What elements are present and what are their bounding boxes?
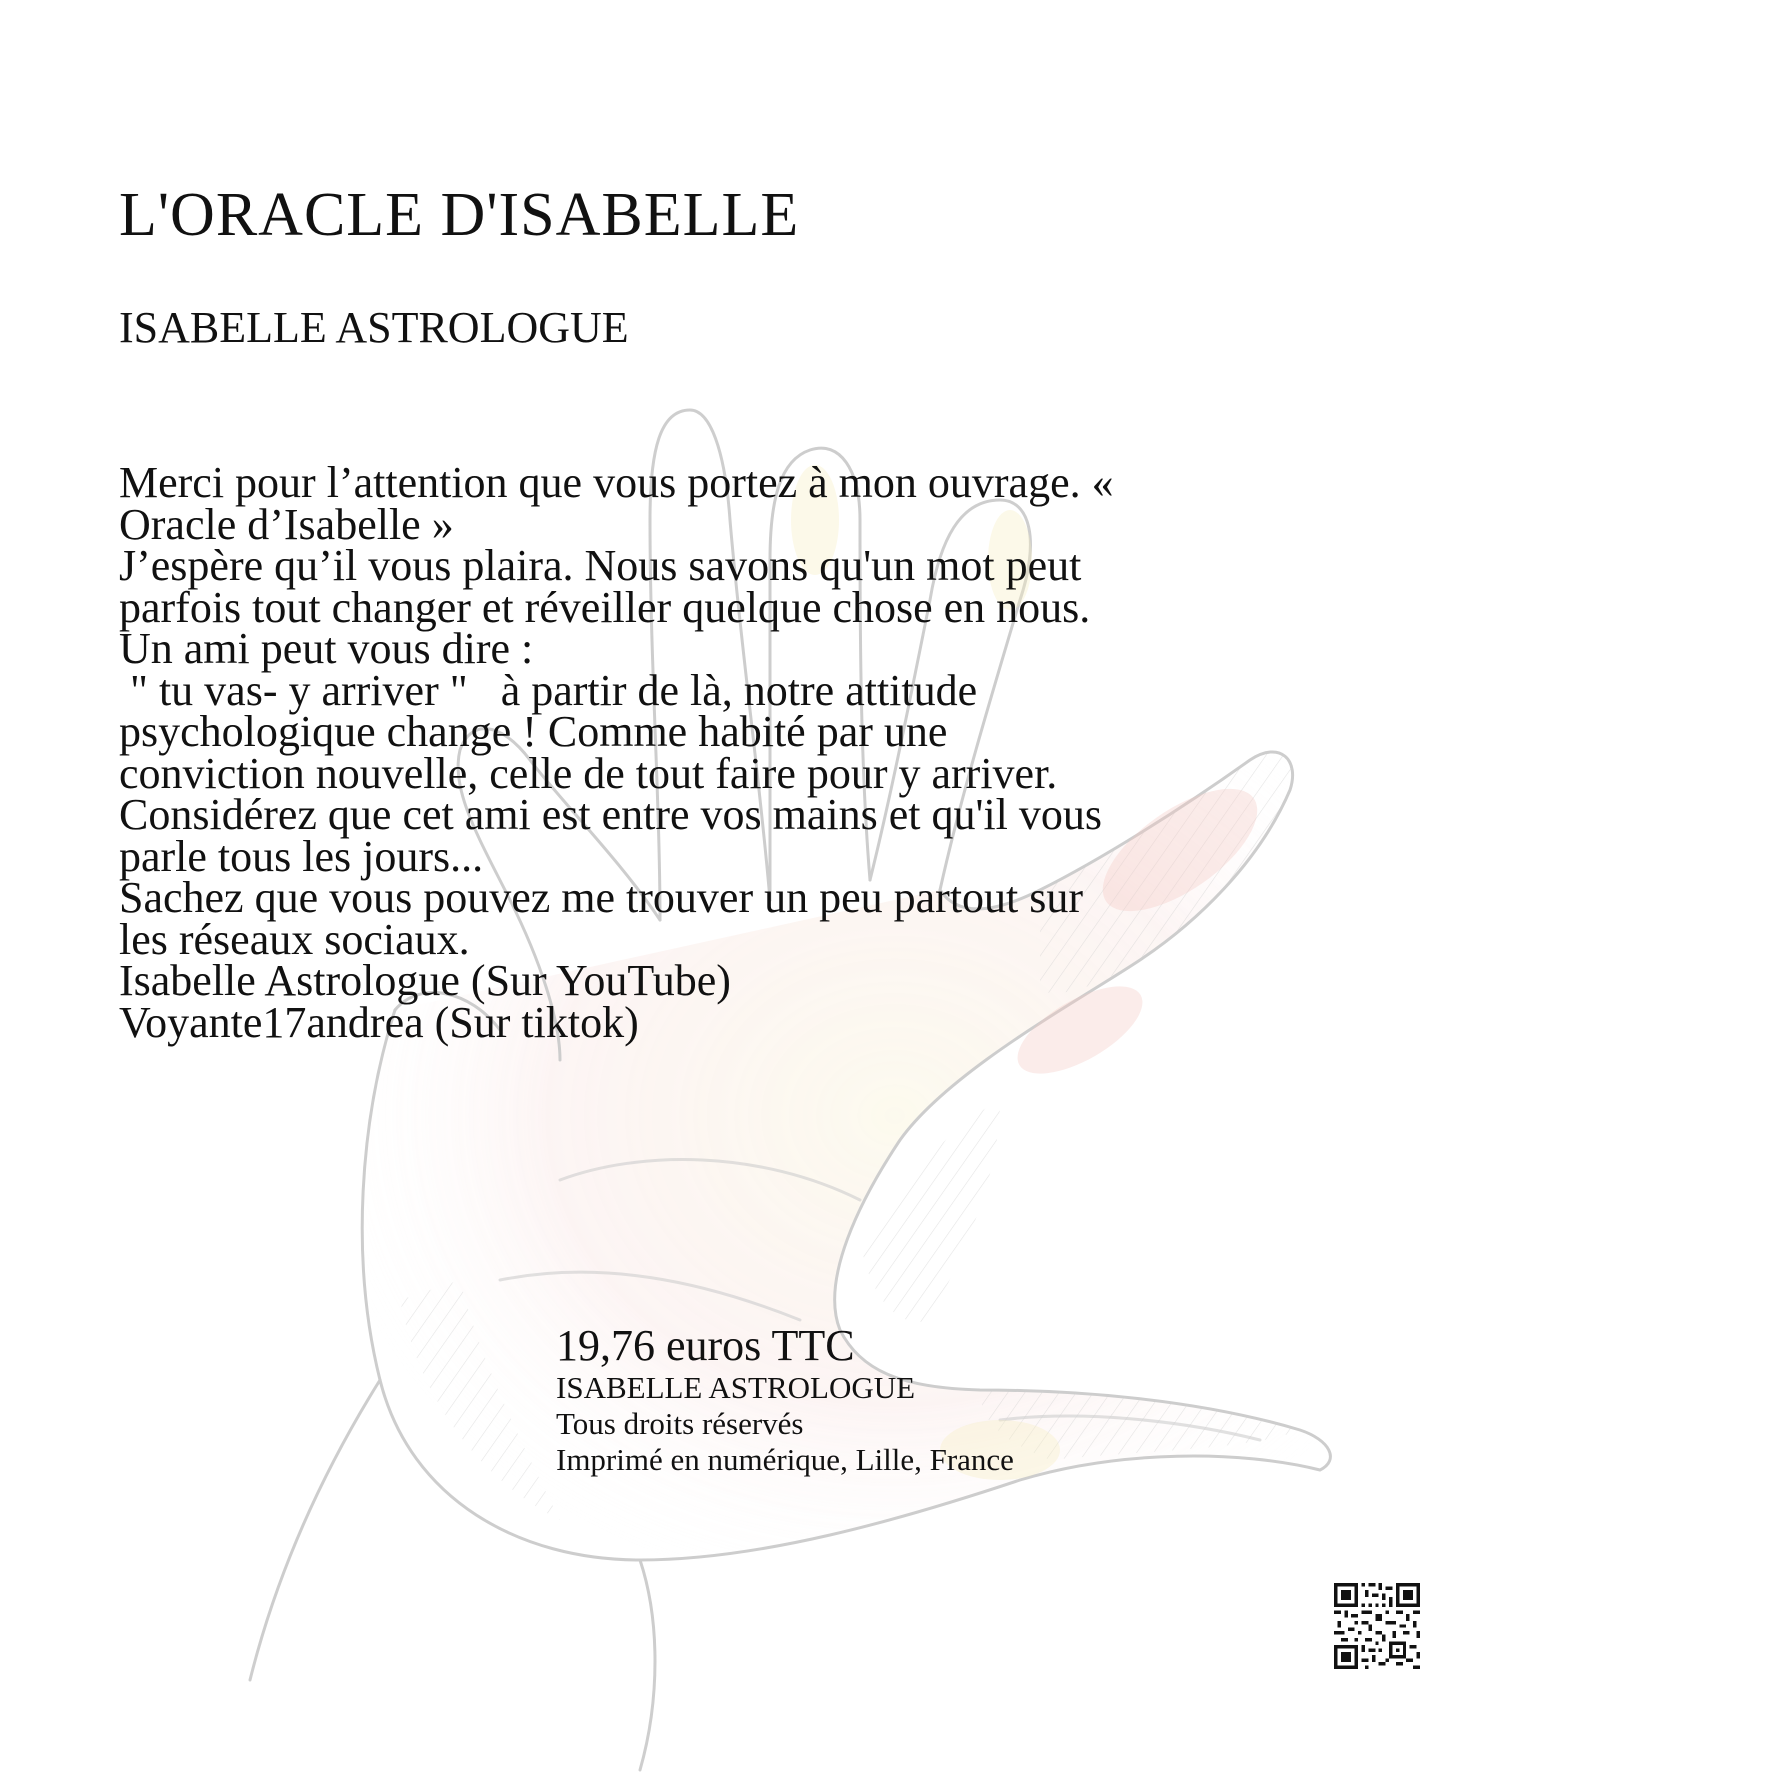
text-line: Merci pour l’attention que vous portez à mon ouvrage. « — [119, 458, 1114, 507]
text-line: J’espère qu’il vous plaira. Nous savons qu'un mot peut — [119, 541, 1082, 590]
qr-code-icon[interactable] — [1334, 1583, 1420, 1669]
text-line: conviction nouvelle, celle de tout faire pour y arriver. — [119, 748, 1058, 798]
colophon — [556, 1322, 1014, 1478]
rights-notice: Tous droits réservés — [556, 1406, 804, 1441]
text-line: parle tous les jours... — [119, 831, 484, 881]
text-line: Un ami peut vous dire : — [119, 624, 534, 673]
text-line: les réseaux sociaux. — [119, 914, 470, 964]
text-line: Considérez que cet ami est entre vos mains et qu'il vous — [119, 790, 1103, 839]
text-line: Sachez que vous pouvez me trouver un peu partout sur — [119, 873, 1084, 922]
text-line: parfois tout changer et réveiller quelque chose en nous. — [119, 582, 1091, 632]
author-name: ISABELLE ASTROLOGUE — [119, 303, 629, 352]
print-location: Imprimé en numérique, Lille, France — [556, 1442, 1014, 1477]
colophon-author: ISABELLE ASTROLOGUE — [556, 1370, 916, 1405]
book-title: L'ORACLE D'ISABELLE — [119, 181, 800, 249]
text-line: psychologique change ! Comme habité par une — [119, 707, 948, 756]
back-cover-text — [119, 458, 1359, 1047]
text-line: Voyante17andrea (Sur tiktok) — [119, 997, 639, 1047]
text-line: Oracle d’Isabelle » — [119, 499, 454, 549]
price: 19,76 euros TTC — [556, 1321, 855, 1370]
text-line: " tu vas- y arriver " à partir de là, notre attitude — [119, 665, 978, 715]
text-line: Isabelle Astrologue (Sur YouTube) — [119, 956, 731, 1005]
